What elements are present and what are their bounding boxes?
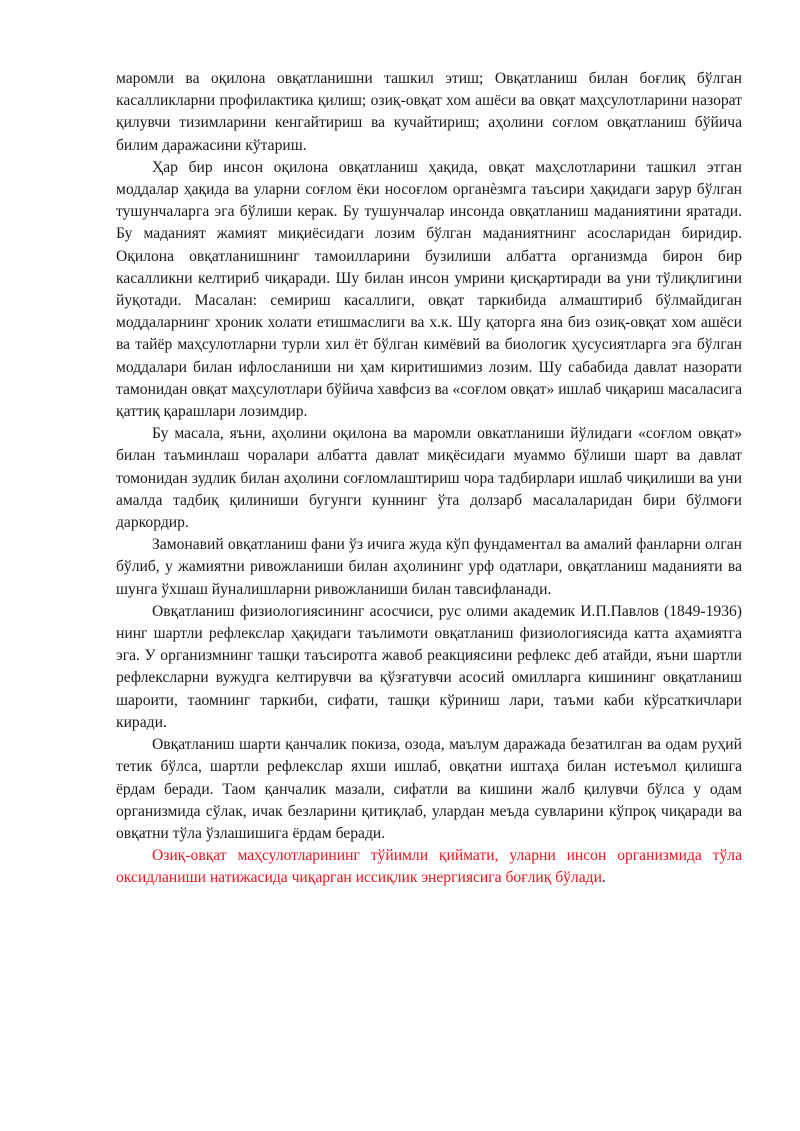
- paragraph-6: Овқатланиш шарти қанчалик покиза, озода, маълум даражада безатилган ва одам руҳий тетик бўлса, шартли рефлекслар яхши ишлаб, овқатни иштаҳа билан истеъмол қилишга ёрдам беради. Таом қанчалик мазали, сифатли ва кишини жалб қилувчи бўлса у одам организмида сўлак, ичак безларини қитиқлаб, улардан меъда сувларини кўпроқ чиқаради ва овқатни тўла ўзлашишига ёрдам беради.: [116, 736, 742, 842]
- paragraph-1: маромли ва оқилона овқатланишни ташкил этиш; Овқатланиш билан боғлиқ бўлган касалликларни профилактика қилиш; озиқ-овқат хом ашёси ва овқат маҳсулотларини назорат қилувчи тизимларини кенгайтириш ва кучайтириш; аҳолини соғлом овқатланиш бўйича билим даражасини кўтариш.: [116, 70, 742, 154]
- paragraph-3: Бу масала, яъни, аҳолини оқилона ва маромли овкатланиши йўлидаги «соғлом овқат» билан таъминлаш чоралари албатта давлат миқёсидаги муаммо бўлиши шарт ва давлат томонидан зудлик билан аҳолини соғломлаштириш чора тадбирлари ишлаб чиқилиши ва уни амалда тадбиқ қилиниши бугунги куннинг ўта долзарб масалаларидан бири бўлмоғи даркордир.: [116, 425, 742, 532]
- document-page: [116, 68, 742, 890]
- highlighted-text: Озиқ-овқат маҳсулотларининг тўйимли қиймати, уларни инсон организмида тўла оксидланиши натижасида чиқарган иссиқлик энергиясига боғлиқ бўлади: [116, 847, 742, 887]
- paragraph-7-highlighted: [116, 845, 742, 889]
- paragraph-4: Замонавий овқатланиш фани ўз ичига жуда кўп фундаментал ва амалий фанларни олган бўлиб, у жамиятни ривожланиши билан аҳолининг урф одатлари, овқатланиш маданияти ва шунга ўхшаш йуналишларни ривожланиши билан тавсифланади.: [116, 536, 742, 598]
- paragraph-5: Овқатланиш физиологиясининг асосчиси, рус олими академик И.П.Павлов (1849-1936) нинг шартли рефлекслар ҳақидаги таълимоти овқатланиш физиологиясида катта аҳамиятга эга. У организмнинг ташқи таъсиротга жавоб реакциясини рефлекс деб атайди, яъни шартли рефлексларни вужудга келтирувчи ва қўзғатувчи асосий омилларга кишининг овқатланиш шароити, таомнинг таркиби, сифати, ташқи кўриниш лари, таъми каби кўрсаткичлари киради.: [116, 602, 742, 731]
- paragraph-2: Ҳар бир инсон оқилона овқатланиш ҳақида, овқат маҳслотларини ташкил этган моддалар ҳақида ва уларни соғлом ёки носоғлом органѐзмга таъсири ҳақидаги зарур бўлган тушунчаларга эга бўлиши керак. Бу тушунчалар инсонда овқатланиш маданиятини яратади. Бу маданият жамият миқиёсидаги лозим бўлган маданиятнинг асосларидан биридир. Оқилона овқатланишнинг тамоилларини бузилиши албатта организмда бирон бир касалликни келтириб чиқаради. Шу билан инсон умрини қисқартиради ва уни тўлиқлигини йуқотади. Масалан: семириш касаллиги, овқат таркибида алмаштириб бўлмайдиган моддаларнинг хроник холати етишмаслиги ва х.к. Шу қаторга яна биз озиқ-овқат хом ашёси ва тайёр маҳсулотларни турли хил ёт бўлган кимёвий ва биологик ҳусусиятларга эга бўлган моддалари билан ифлосланиши ни ҳам киритишимиз лозим. Шу сабабида давлат назорати тамонидан овқат маҳсулотлари бўйича хавфсиз ва «соғлом овқат» ишлаб чиқариш масаласига қаттиқ қарашлари лозимдир.: [116, 158, 742, 421]
- paragraph-end-punctuation: .: [601, 869, 606, 887]
